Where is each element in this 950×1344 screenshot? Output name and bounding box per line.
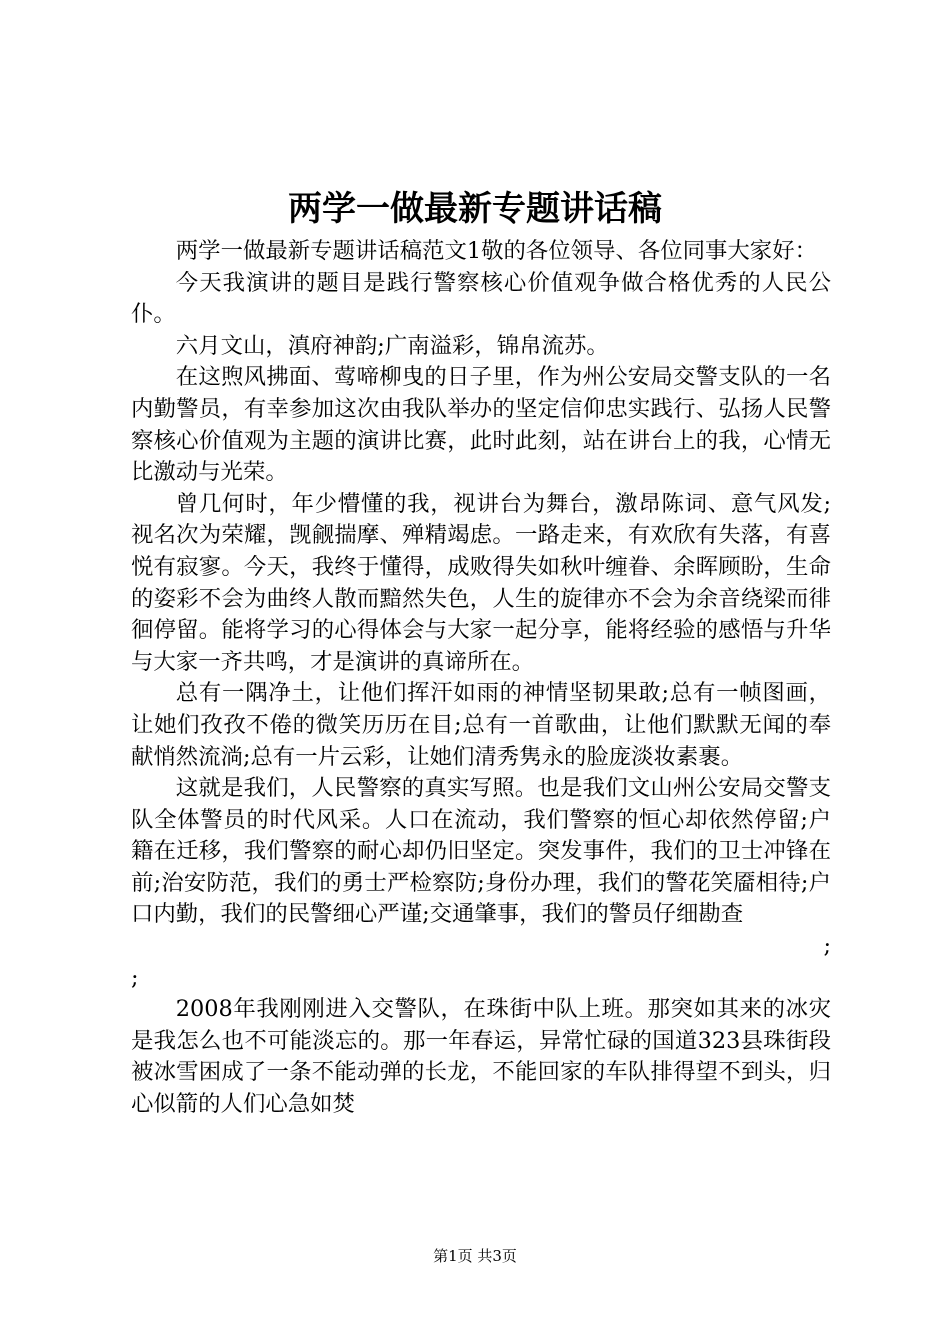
page-footer: 第1页 共3页: [433, 1247, 517, 1265]
paragraph-fragment: ;: [131, 964, 139, 991]
paragraph: 2008年我刚刚进入交警队，在珠街中队上班。那突如其来的冰灾是我怎么也不可能淡忘的。那一年春运，异常忙碌的国道323县珠街段被冰雪困成了一条不能动弹的长龙，不能回家的车队排得望不到头，归心似箭的人们心急如焚: [131, 996, 831, 1118]
document-body: [131, 236, 831, 1121]
paragraph: 今天我演讲的题目是践行警察核心价值观争做合格优秀的人民公仆。: [131, 269, 831, 328]
paragraph: 六月文山，滇府神韵;广南溢彩，锦帛流苏。: [175, 332, 609, 359]
paragraph: 在这煦风拂面、莺啼柳曳的日子里，作为州公安局交警支队的一名内勤警员，有幸参加这次由我队举办的坚定信仰忠实践行、弘扬人民警察核心价值观为主题的演讲比赛，此时此刻，站在讲台上的我，心情无比激动与光荣。: [131, 364, 831, 486]
paragraph: 总有一隅净土，让他们挥汗如雨的神情坚韧果敢;总有一帧图画，让她们孜孜不倦的微笑历历在目;总有一首歌曲，让他们默默无闻的奉献悄然流淌;总有一片云彩，让她们清秀隽永的脸庞淡妆素裹。: [131, 680, 831, 770]
paragraph: 这就是我们，人民警察的真实写照。也是我们文山州公安局交警支队全体警员的时代风采。人口在流动，我们警察的恒心却依然停留;户籍在迁移，我们警察的耐心却仍旧坚定。突发事件，我们的卫士冲锋在前;治安防范，我们的勇士严检察防;身份办理，我们的警花笑靥相待;户口内勤，我们的民警细心严谨;交通肇事，我们的警员仔细勘查: [131, 775, 831, 928]
page-title: 两学一做最新专题讲话稿: [288, 189, 662, 229]
paragraph: 曾几何时，年少懵懂的我，视讲台为舞台，激昂陈词、意气风发;视名次为荣耀，觊觎揣摩、殚精竭虑。一路走来，有欢欣有失落，有喜悦有寂寥。今天，我终于懂得，成败得失如秋叶缠眷、余晖顾盼，生命的姿彩不会为曲终人散而黯然失色，人生的旋律亦不会为余音绕梁而徘徊停留。能将学习的心得体会与大家一起分享，能将经验的感悟与升华与大家一齐共鸣，才是演讲的真谛所在。: [131, 490, 831, 675]
paragraph-fragment: ;: [823, 933, 831, 960]
paragraph: 两学一做最新专题讲话稿范文1敬的各位领导、各位同事大家好：: [175, 238, 817, 264]
